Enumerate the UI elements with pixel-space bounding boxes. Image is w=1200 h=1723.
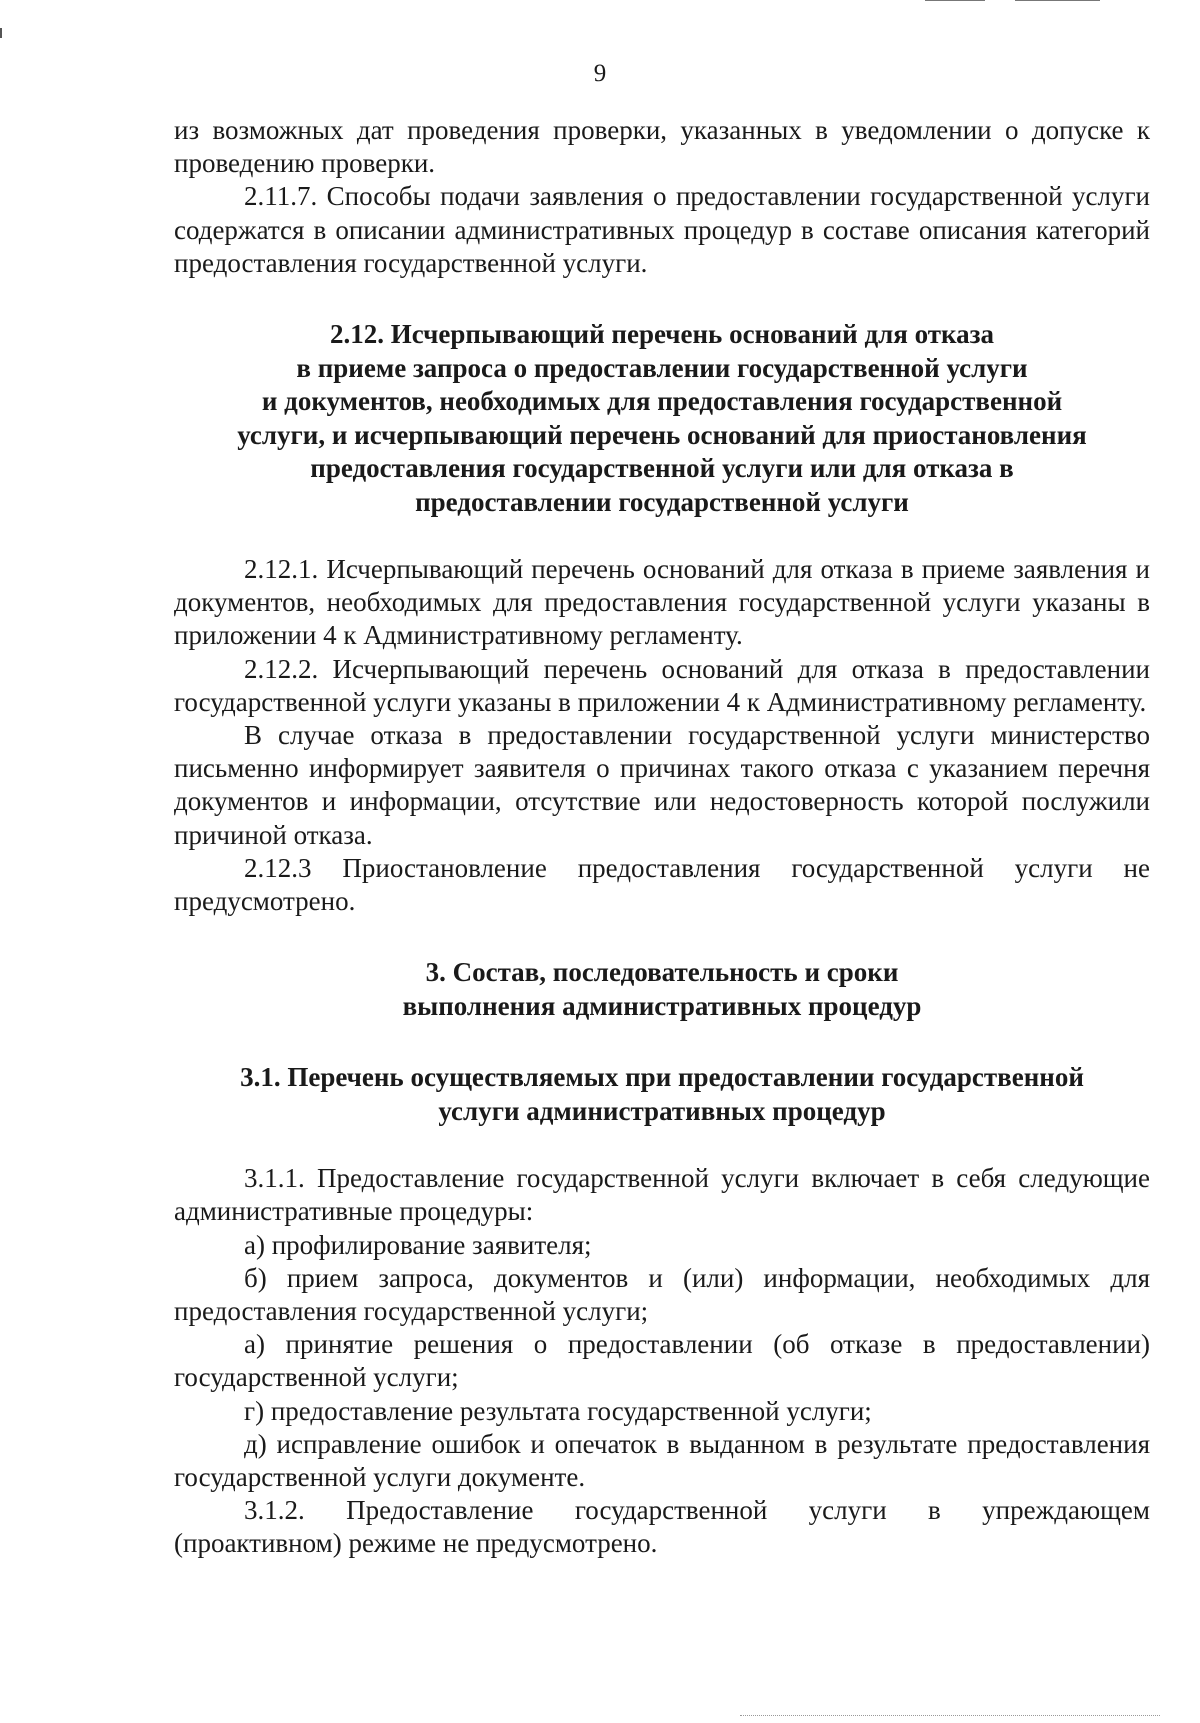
- paragraph-2-11-7: 2.11.7. Способы подачи заявления о предоставлении государственной услуги содержатся в описании административных процедур в составе описания категорий предоставления государственной услуги.: [174, 181, 1150, 278]
- paragraph-refusal-notice: В случае отказа в предоставлении государственной услуги министерство письменно информирует заявителя о причинах такого отказа с указанием перечня документов и информации, отсутствие или недостоверность которой послужили причиной отказа.: [174, 720, 1150, 850]
- scan-artifact-bottom: [740, 1715, 1160, 1717]
- heading-line: и документов, необходимых для предоставления государственной: [261, 386, 1063, 417]
- document-body: [174, 114, 1150, 1561]
- heading-line: 3. Состав, последовательность и сроки: [425, 957, 899, 988]
- list-item: а) профилирование заявителя;: [244, 1229, 592, 1260]
- heading-line: в приеме запроса о предоставлении государственной услуги: [296, 352, 1028, 383]
- heading-line: 2.12. Исчерпывающий перечень оснований для отказа: [329, 319, 995, 350]
- heading-line: предоставлении государственной услуги: [415, 486, 909, 517]
- heading-line: выполнения административных процедур: [402, 990, 922, 1021]
- section-heading-2-12: [174, 318, 1150, 519]
- scan-artifact-top: [925, 0, 985, 1]
- paragraph-2-12-1: 2.12.1. Исчерпывающий перечень оснований для отказа в приеме заявления и документов, необходимых для предоставления государственной услуги указаны в приложении 4 к Административному регламенту.: [174, 554, 1150, 651]
- heading-line: предоставления государственной услуги или для отказа в: [310, 453, 1014, 484]
- section-heading-3: [174, 956, 1150, 1023]
- paragraph-3-1-1: 3.1.1. Предоставление государственной услуги включает в себя следующие административные процедуры:: [174, 1163, 1150, 1227]
- list-item: д) исправление ошибок и опечаток в выданном в результате предоставления государственной услуги документе.: [174, 1428, 1150, 1493]
- paragraph-2-12-2: 2.12.2. Исчерпывающий перечень оснований для отказа в предоставлении государственной услуги указаны в приложении 4 к Административному регламенту.: [174, 653, 1150, 717]
- list-item: г) предоставление результата государственной услуги;: [244, 1395, 872, 1426]
- page-number: 9: [593, 60, 607, 87]
- scan-artifact-top: [1015, 0, 1100, 1]
- paragraph-3-1-2: 3.1.2. Предоставление государственной услуги в упреждающем (проактивном) режиме не предусмотрено.: [174, 1495, 1150, 1559]
- list-item: а) принятие решения о предоставлении (об отказе в предоставлении) государственной услуги;: [174, 1329, 1150, 1393]
- heading-line: услуги административных процедур: [438, 1095, 886, 1126]
- paragraph: из возможных дат проведения проверки, указанных в уведомлении о допуске к проведению проверки.: [174, 115, 1150, 179]
- section-heading-3-1: [174, 1061, 1150, 1128]
- heading-line: 3.1. Перечень осуществляемых при предоставлении государственной: [240, 1062, 1084, 1093]
- heading-line: услуги, и исчерпывающий перечень оснований для приостановления: [237, 419, 1087, 450]
- paragraph-2-12-3: 2.12.3 Приостановление предоставления государственной услуги не предусмотрено.: [174, 852, 1150, 917]
- list-item: б) прием запроса, документов и (или) информации, необходимых для предоставления государственной услуги;: [174, 1262, 1150, 1327]
- scan-artifact-mark: [0, 28, 2, 38]
